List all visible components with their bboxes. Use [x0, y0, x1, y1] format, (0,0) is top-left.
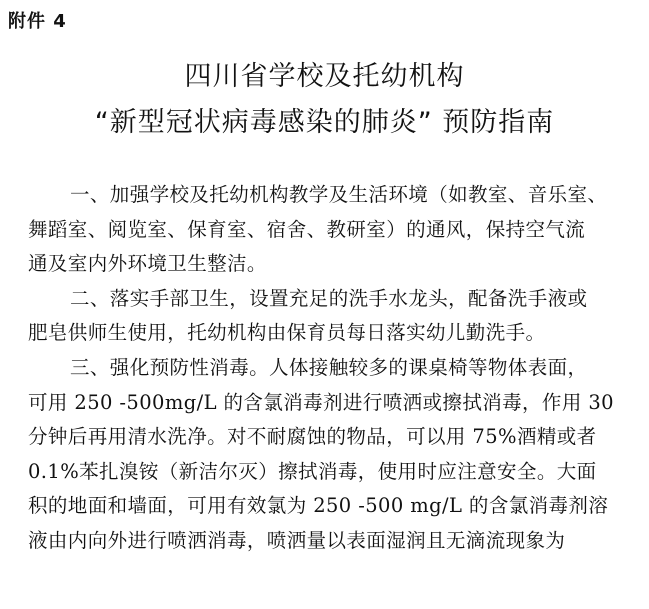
- paragraph-1-line-1: 一、加强学校及托幼机构教学及生活环境（如教室、音乐室、: [70, 183, 608, 206]
- paragraph-2-line-2: 肥皂供师生使用，托幼机构由保育员每日落实幼儿勤洗手。: [28, 321, 546, 345]
- paragraph-3-line-4: 0.1%苯扎溴铵（新洁尔灭）擦拭消毒，使用时应注意安全。大面: [28, 459, 597, 483]
- document-title-line-2: “新型冠状病毒感染的肺炎” 预防指南: [94, 107, 555, 138]
- document-title-line-1: 四川省学校及托幼机构: [184, 61, 465, 92]
- paragraph-3-line-5: 积的地面和墙面，可用有效氯为 250 -500 mg/L 的含氯消毒剂溶: [28, 494, 609, 518]
- paragraph-3-line-3: 分钟后再用清水洗净。对不耐腐蚀的物品，可以用 75%酒精或者: [28, 425, 597, 449]
- paragraph-2-line-1: 二、落实手部卫生，设置充足的洗手水龙头，配备洗手液或: [70, 286, 588, 310]
- paragraph-3-line-6: 液由内向外进行喷洒消毒，喷洒量以表面湿润且无滴流现象为: [28, 528, 566, 552]
- paragraph-1-line-3: 通及室内外环境卫生整洁。: [28, 252, 267, 276]
- paragraph-1-line-2: 舞蹈室、阅览室、保育室、宿舍、教研室）的通风，保持空气流: [28, 217, 586, 241]
- attachment-label: 附件 4: [8, 11, 67, 32]
- document-body: [28, 178, 628, 559]
- paragraph-3-line-1: 三、强化预防性消毒。人体接触较多的课桌椅等物体表面，: [70, 355, 588, 379]
- paragraph-3-line-2: 可用 250 -500mg/L 的含氯消毒剂进行喷洒或擦拭消毒，作用 30: [28, 390, 614, 414]
